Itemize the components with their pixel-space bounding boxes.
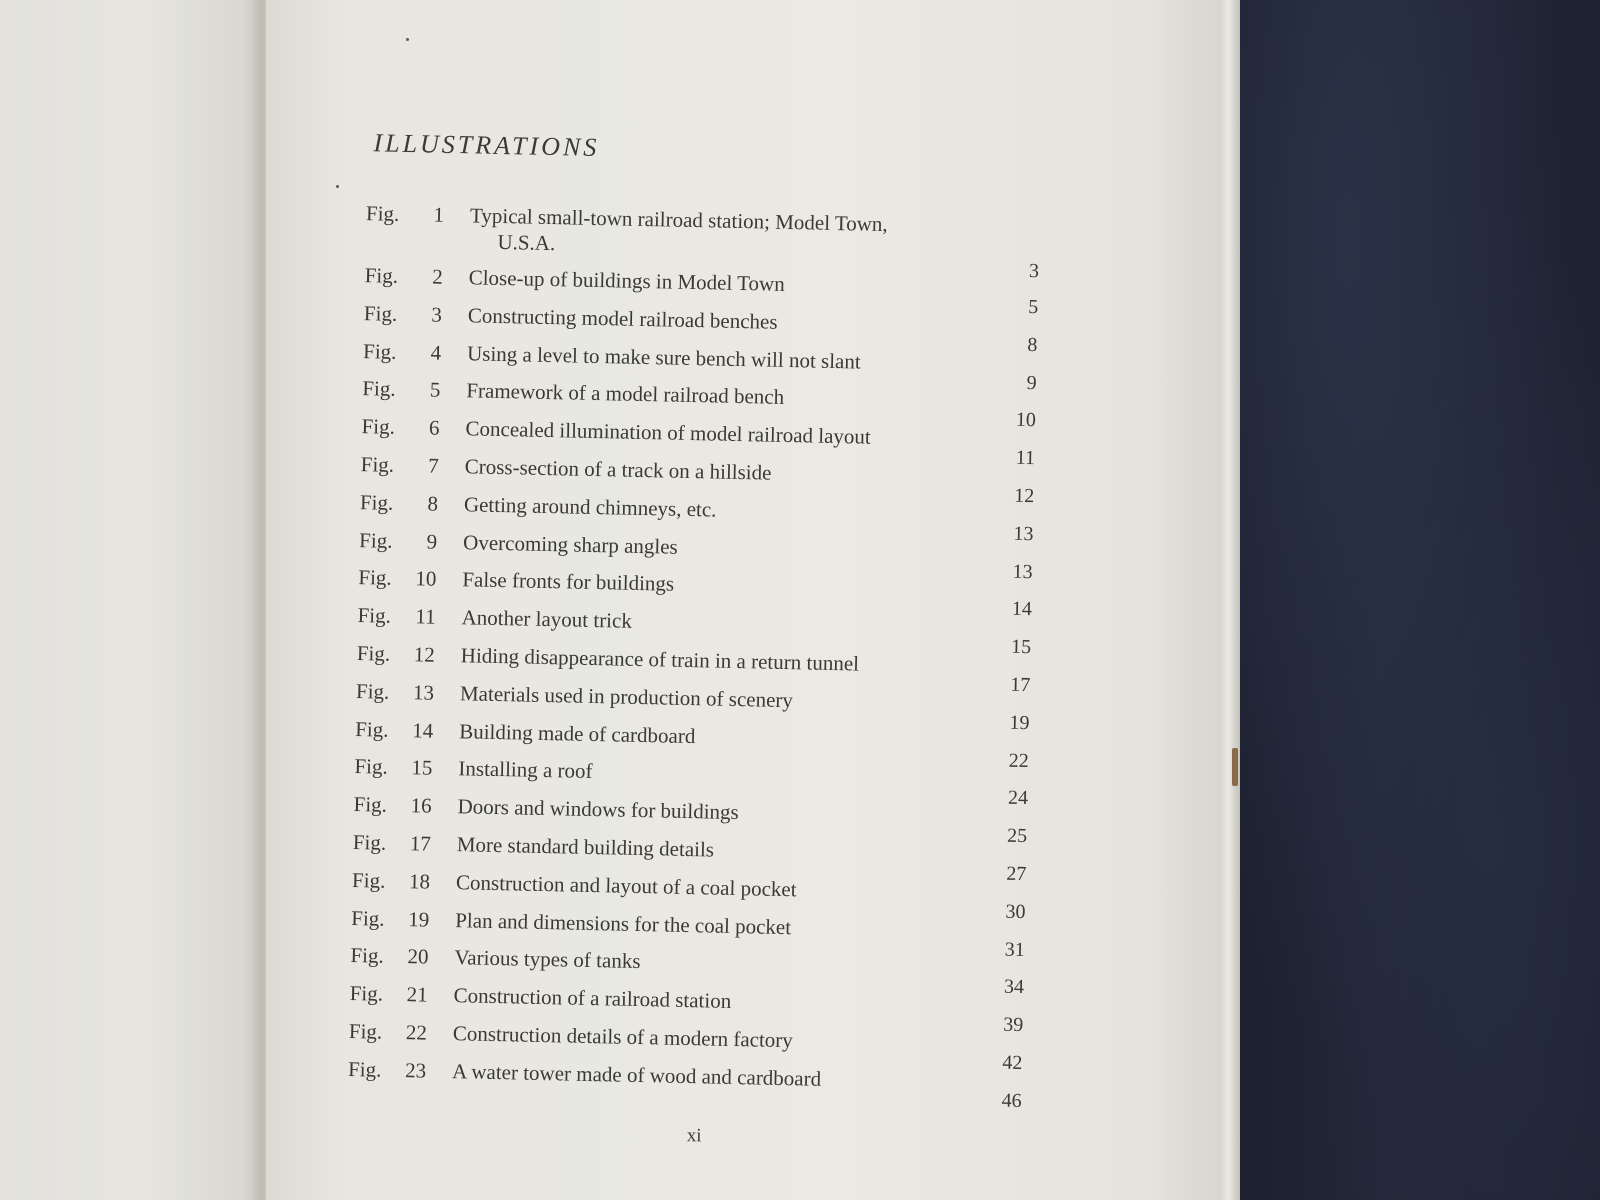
figure-number: 8: [427, 491, 439, 516]
figure-page-number: 31: [1004, 938, 1026, 961]
figure-page-number: 8: [1027, 333, 1038, 357]
figure-number: 6: [428, 415, 440, 440]
figure-caption: More standard building details: [456, 832, 715, 862]
figure-number: 14: [411, 717, 434, 743]
figure-page-number: 13: [1013, 522, 1034, 545]
figure-number: 20: [407, 944, 429, 969]
figure-caption: False fronts for buildings: [462, 567, 675, 597]
figure-page-number: 27: [1006, 862, 1027, 886]
figure-label: Fig.: [358, 565, 392, 591]
figure-number: 21: [406, 982, 428, 1007]
figure-number: 10: [415, 566, 437, 592]
figure-number: 2: [431, 264, 443, 289]
figure-number: 17: [409, 831, 432, 856]
figure-number: 9: [426, 529, 438, 554]
figure-page-number: 14: [1011, 598, 1033, 621]
figure-page-number: 17: [1010, 673, 1031, 697]
figure-number: 3: [431, 302, 443, 327]
figure-caption: Hiding disappearance of train in a return tunnel: [460, 643, 860, 676]
figure-page-number: 42: [1002, 1051, 1023, 1075]
figure-label: Fig.: [358, 527, 393, 553]
figure-number: 19: [408, 906, 430, 932]
figure-label: Fig.: [357, 603, 392, 628]
figure-caption: Using a level to make sure bench will not slant: [466, 340, 861, 374]
figure-page-number: 15: [1010, 635, 1032, 659]
figure-label: Fig.: [359, 489, 394, 515]
figure-caption: Doors and windows for buildings: [457, 794, 739, 825]
figure-caption: Building made of cardboard: [458, 718, 696, 748]
figure-label: Fig.: [351, 905, 385, 931]
figure-label: Fig.: [364, 263, 399, 288]
figure-caption: Construction details of a modern factory: [452, 1021, 794, 1053]
figure-label: Fig.: [354, 754, 388, 780]
figure-label: Fig.: [349, 981, 384, 1006]
figure-label: Fig.: [356, 641, 391, 666]
figure-caption: Getting around chimneys, etc.: [463, 492, 717, 522]
figure-number: 12: [413, 642, 436, 667]
page-edge-mark: [1232, 748, 1238, 786]
page-heading: ILLUSTRATIONS: [373, 128, 600, 163]
figure-page-number: 3: [1028, 260, 1040, 283]
figure-label: Fig.: [351, 867, 386, 893]
figure-label: Fig.: [352, 829, 387, 855]
figure-number: 23: [404, 1057, 427, 1083]
figure-label: Fig.: [362, 376, 396, 402]
figure-page-number: 11: [1015, 446, 1036, 470]
left-page: [0, 0, 262, 1200]
figure-number: 7: [428, 453, 440, 478]
paper-speck: [406, 38, 409, 41]
figure-list: [340, 200, 1079, 1112]
figure-caption: A water tower made of wood and cardboard: [451, 1058, 822, 1091]
figure-caption: Cross-section of a track on a hillside: [464, 454, 772, 485]
figure-label: Fig.: [353, 792, 388, 817]
figure-label: Fig.: [348, 1018, 383, 1044]
figure-page-number: 24: [1007, 787, 1029, 810]
figure-caption: Another layout trick: [461, 605, 633, 633]
figure-page-number: 25: [1006, 824, 1028, 848]
figure-number: 15: [411, 755, 433, 781]
figure-label: Fig.: [361, 414, 396, 439]
figure-page-number: 34: [1003, 976, 1025, 999]
figure-number: 13: [412, 680, 435, 705]
figure-label: Fig.: [365, 201, 400, 226]
book-cover: [1240, 0, 1600, 1200]
figure-label: Fig.: [355, 678, 390, 704]
figure-number: 22: [405, 1020, 428, 1045]
figure-label: Fig.: [362, 338, 397, 364]
figure-caption: Materials used in production of scenery: [459, 680, 794, 712]
figure-page-number: 46: [1001, 1089, 1022, 1112]
figure-number: 5: [429, 377, 441, 403]
figure-label: Fig.: [360, 452, 395, 477]
figure-number: 4: [430, 340, 442, 365]
figure-page-number: 39: [1002, 1013, 1024, 1037]
figure-caption: Plan and dimensions for the coal pocket: [455, 907, 792, 939]
figure-label: Fig.: [355, 716, 389, 742]
figure-caption: Construction and layout of a coal pocket: [455, 869, 797, 902]
figure-page-number: 12: [1014, 484, 1035, 508]
figure-number: 16: [410, 793, 432, 818]
figure-number: 1: [433, 202, 445, 227]
figure-page-number: 10: [1015, 409, 1037, 432]
figure-caption: Concealed illumination of model railroad layout: [465, 416, 872, 449]
figure-label: Fig.: [347, 1056, 382, 1082]
figure-number: 18: [408, 868, 431, 894]
figure-page-number: 19: [1009, 711, 1030, 734]
figure-caption: Installing a roof: [458, 756, 593, 784]
figure-number: 11: [415, 604, 436, 629]
figure-label: Fig.: [363, 300, 398, 326]
figure-caption: Construction of a railroad station: [453, 983, 732, 1014]
figure-page-number: 5: [1027, 296, 1039, 319]
figure-page-number: 9: [1026, 371, 1037, 394]
figure-caption: Close-up of buildings in Model Town: [468, 265, 785, 296]
figure-page-number: 22: [1008, 749, 1029, 772]
figure-caption: Overcoming sharp angles: [462, 529, 679, 559]
figure-caption: Various types of tanks: [454, 945, 641, 974]
figure-page-number: 30: [1005, 900, 1026, 923]
figure-caption: Typical small-town railroad station; Model Town, U.S.A.: [469, 203, 888, 256]
figure-label: Fig.: [350, 943, 385, 969]
figure-page-number: 13: [1012, 560, 1033, 583]
paper-speck: [336, 185, 339, 188]
illustrations-list-page: [338, 120, 1080, 1175]
page-folio: xi: [686, 1125, 702, 1147]
figure-caption: Framework of a model railroad bench: [466, 378, 785, 410]
figure-caption: Constructing model railroad benches: [467, 303, 778, 334]
